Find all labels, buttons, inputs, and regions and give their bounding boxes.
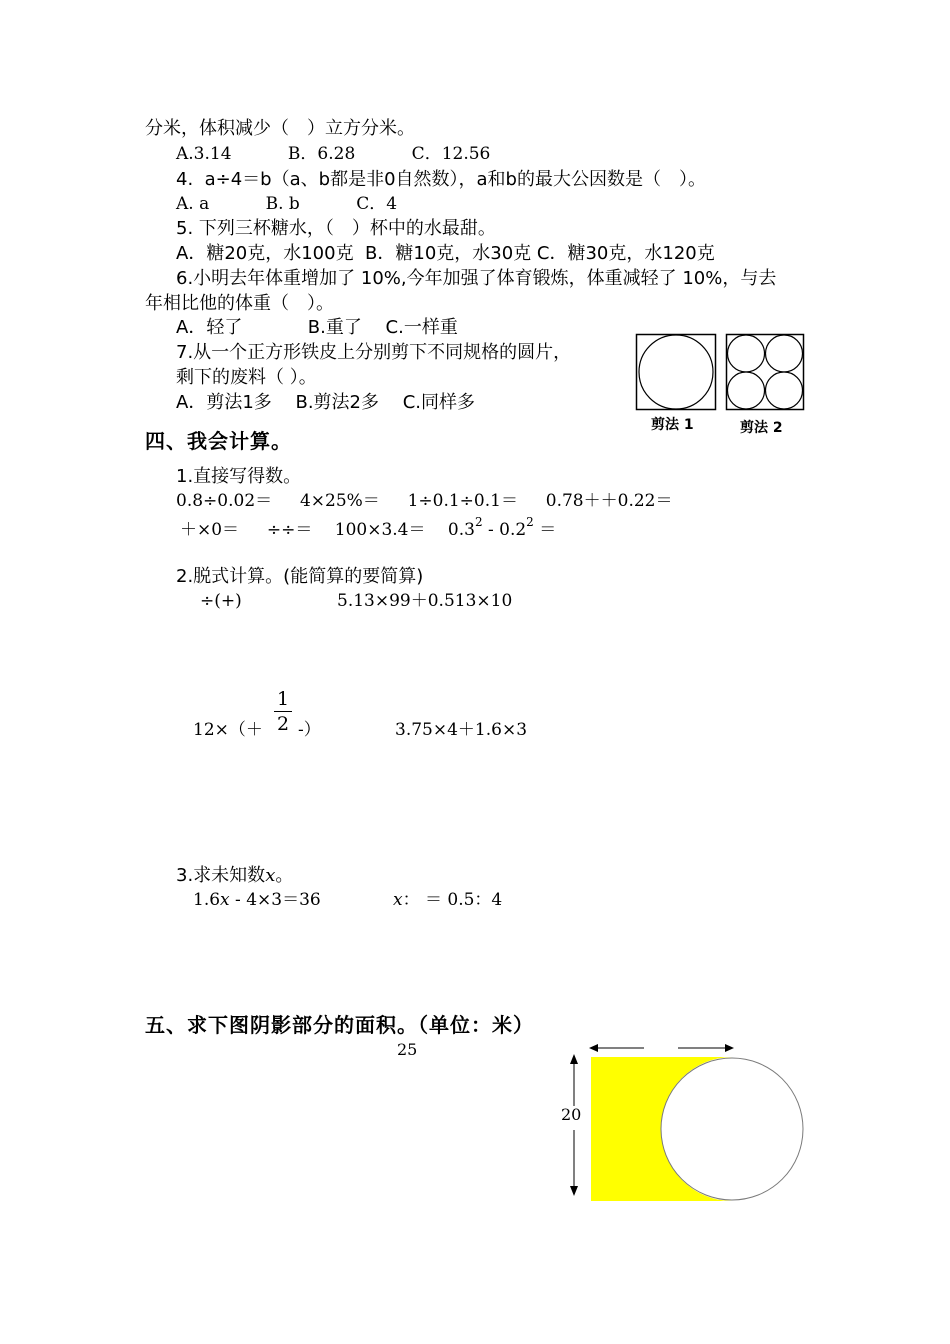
stepwise-expr-3-part-b: -） bbox=[298, 720, 321, 740]
solve-unknown-title-a: 3.求未知数 bbox=[176, 865, 266, 886]
q5-options: A．糖20克，水100克 B．糖10克，水30克 C．糖30克，水120克 bbox=[176, 243, 715, 264]
equation-1 bbox=[193, 892, 321, 909]
fraction-denominator: 2 bbox=[276, 713, 290, 735]
shaded-area-figure bbox=[560, 1038, 810, 1208]
stepwise-expr-1: ÷(+) bbox=[200, 591, 242, 611]
exponent-2: 2 bbox=[526, 515, 534, 529]
equation-2-var: x bbox=[393, 890, 403, 910]
section-5-title: 五、求下图阴影部分的面积。（单位：米） bbox=[145, 1013, 534, 1037]
q6-line2: 年相比他的体重（ ）。 bbox=[145, 293, 334, 314]
solve-unknown-title-b: 。 bbox=[275, 865, 294, 886]
direct-calc-row-2 bbox=[180, 515, 557, 540]
stepwise-expr-2: 5.13×99＋0.513×10 bbox=[337, 591, 513, 611]
q6-options: A．轻了 B.重了 C.一样重 bbox=[176, 317, 458, 338]
q4-options: A. a B. b C．4 bbox=[176, 194, 398, 214]
q5-text: 5. 下列三杯糖水，（ ）杯中的水最甜。 bbox=[176, 218, 496, 239]
stepwise-expr-4: 3.75×4＋1.6×3 bbox=[395, 720, 528, 740]
label-height-20: 20 bbox=[561, 1105, 582, 1124]
cut-method-2-caption: 剪法 2 bbox=[740, 420, 783, 436]
section-4-title: 四、我会计算。 bbox=[145, 429, 292, 453]
stepwise-expr-3-part-a: 12×（＋ bbox=[193, 720, 263, 740]
q7-line1: 7.从一个正方形铁皮上分别剪下不同规格的圆片， bbox=[176, 342, 572, 363]
stepwise-calc-title: 2.脱式计算。(能简算的要简算) bbox=[176, 566, 424, 587]
cut-method-2-figure bbox=[726, 334, 804, 410]
solve-unknown-title bbox=[176, 867, 293, 885]
equation-2-rest: ： ＝ 0.5：4 bbox=[402, 890, 503, 910]
direct-calc-row-2-part-c: ＝ bbox=[533, 520, 557, 540]
equation-1-rest: - 4×3＝36 bbox=[229, 890, 321, 910]
variable-x: x bbox=[265, 865, 276, 886]
q7-options: A．剪法1多 B.剪法2多 C.同样多 bbox=[176, 392, 476, 413]
equation-1-var: x bbox=[220, 890, 230, 910]
fraction-one-half bbox=[274, 688, 292, 735]
q3-continuation: 分米，体积减少（ ）立方分米。 bbox=[145, 118, 415, 139]
direct-calc-row-2-part-b: - 0.2 bbox=[482, 520, 527, 540]
direct-calc-row-2-part-a: ＋×0＝ ÷÷＝ 100×3.4＝ 0.3 bbox=[180, 520, 475, 540]
q6-line1: 6.小明去年体重增加了 10%,今年加强了体育锻炼，体重减轻了 10%，与去 bbox=[176, 268, 777, 289]
equation-1-coef: 1.6 bbox=[193, 890, 221, 910]
q3-options: A.3.14 B．6.28 C．12.56 bbox=[176, 144, 491, 164]
fraction-numerator: 1 bbox=[276, 688, 290, 710]
cut-method-1-figure bbox=[636, 334, 716, 410]
direct-calc-row-1: 0.8÷0.02＝ 4×25%＝ 1÷0.1÷0.1＝ 0.78＋＋0.22＝ bbox=[176, 491, 673, 511]
q7-line2: 剩下的废料（ ）。 bbox=[176, 367, 317, 388]
fraction-bar bbox=[274, 711, 292, 712]
q4-text: 4. a÷4＝b（a、b都是非0自然数），a和b的最大公因数是（ ）。 bbox=[176, 169, 706, 190]
equation-2 bbox=[393, 892, 502, 909]
direct-calc-title: 1.直接写得数。 bbox=[176, 466, 302, 487]
label-width-25: 25 bbox=[397, 1040, 418, 1059]
exponent-1: 2 bbox=[474, 515, 483, 529]
cut-method-1-caption: 剪法 1 bbox=[651, 417, 694, 433]
